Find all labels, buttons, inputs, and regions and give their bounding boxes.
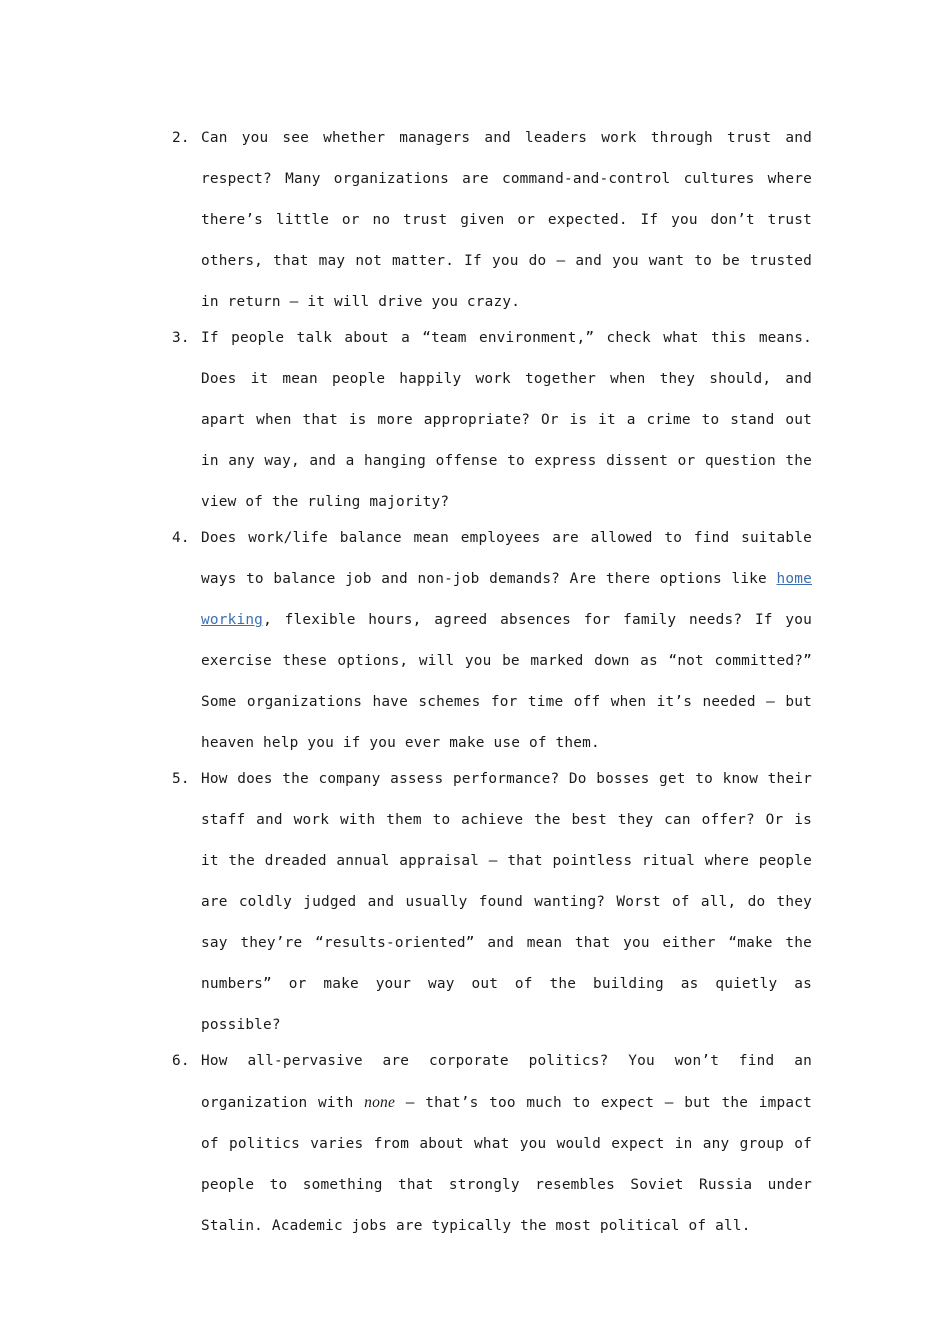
list-number: 4. [172,530,190,546]
emphasis-none: none [364,1094,396,1111]
list-number: 3. [172,330,190,346]
paragraph-text: Can you see whether managers and leaders work through trust and respect? Many organizations are command-and-control cultures where there’s little or no trust given or expected. If you don’t trust others, that may not matter. If you do — and you want to be trusted in return — it will drive you crazy. [201,130,812,310]
paragraph-text: How does the company assess performance? Do bosses get to know their staff and work with them to achieve the best they can offer? Or is it the dreaded annual appraisal — that pointless ritual where people are coldly judged and usually found wanting? Worst of all, do they say they’re “results-oriented” and mean that you either “make the numbers” or make your way out of the building as quietly as possible? [201,771,812,1033]
paragraph-text-after: — that’s too much to expect — but the impact of politics varies from about what you would expect in any group of people to something that strongly resembles Soviet Russia under Stalin. Academic jobs are typically the most political of all. [201,1095,812,1234]
paragraph-text [201,1041,812,1247]
home-working-link[interactable]: home working [201,571,812,628]
list-item [172,318,812,523]
list-item [172,518,812,764]
numbered-list [172,118,812,1247]
paragraph-text-before: How all-pervasive are corporate politics? You won’t find an organization with [201,1053,812,1111]
paragraph-text-after: , flexible hours, agreed absences for family needs? If you exercise these options, will you be marked down as “not committed?” Some organizations have schemes for time off when it’s needed — but heaven help you if you ever make use of them. [201,612,812,751]
list-number: 6. [172,1053,190,1069]
list-item [172,118,812,323]
list-item [172,1041,812,1247]
paragraph-text: If people talk about a “team environment,” check what this means. Does it mean people happily work together when they should, and apart when that is more appropriate? Or is it a crime to stand out in any way, and a hanging offense to express dissent or question the view of the ruling majority? [201,330,812,510]
paragraph-text [201,518,812,764]
paragraph-text-before: Does work/life balance mean employees are allowed to find suitable ways to balance job and non-job demands? Are there options like [201,530,812,587]
list-number: 5. [172,771,190,787]
list-number: 2. [172,130,190,146]
list-item [172,759,812,1046]
